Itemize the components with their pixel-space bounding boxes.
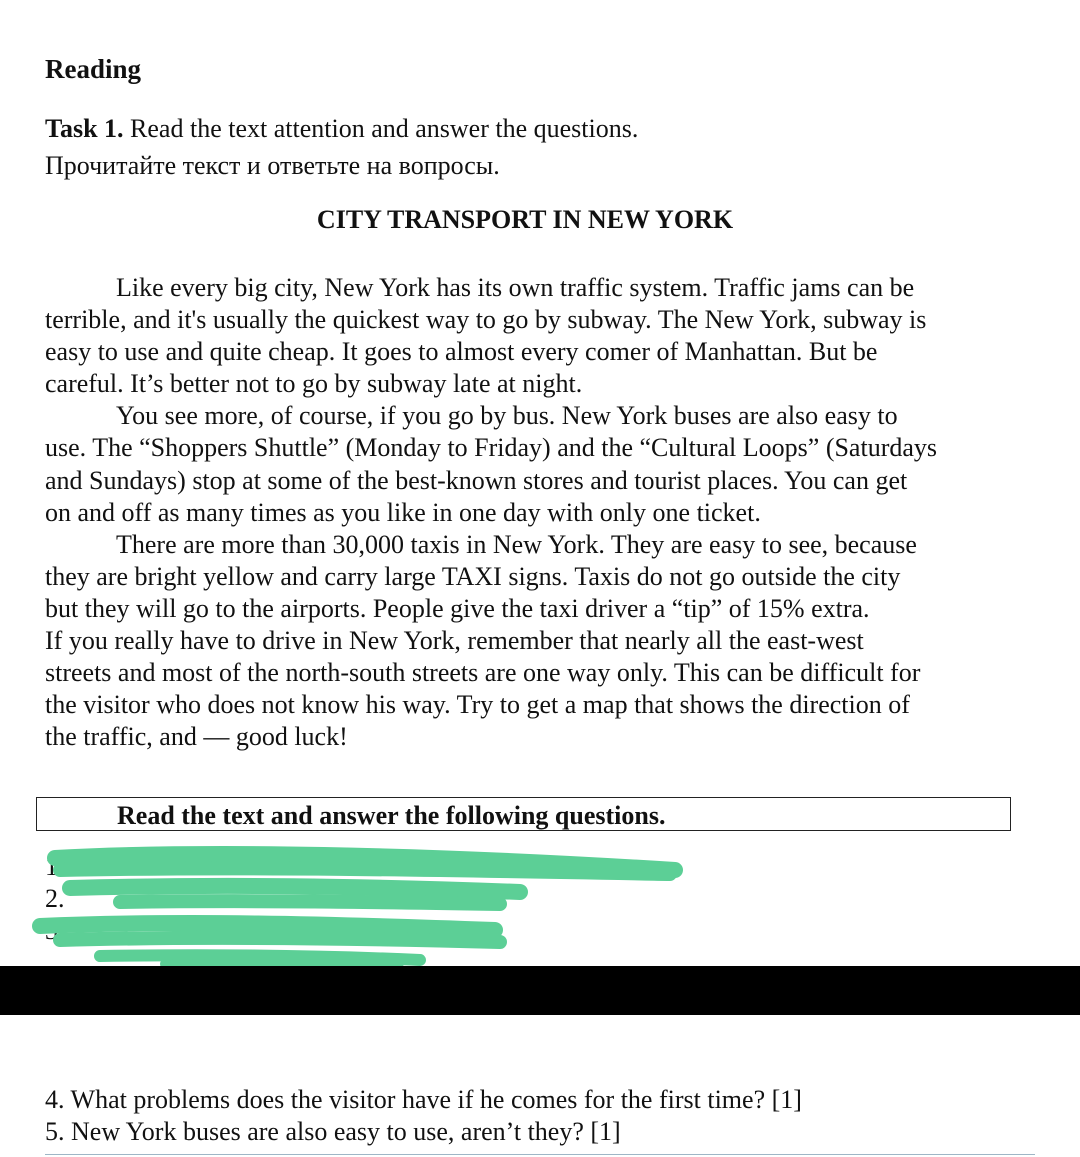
question-4: 4. What problems does the visitor have if he comes for the first time? [1] <box>45 1085 802 1114</box>
text-line: use. The “Shoppers Shuttle” (Monday to Friday) and the “Cultural Loops” (Saturdays <box>45 433 938 463</box>
questions-box <box>36 797 1011 831</box>
text-line: but they will go to the airports. People give the taxi driver a “tip” of 15% extra. <box>45 593 870 623</box>
text-line: Like every big city, New York has its own traffic system. Traffic jams can be <box>116 273 915 302</box>
task-instruction-russian: Прочитайте текст и ответьте на вопросы. <box>45 151 500 180</box>
text-line: on and off as many times as you like in one day with only one ticket. <box>45 497 761 527</box>
text-line: careful. It’s better not to go by subway late at night. <box>45 369 583 399</box>
text-line: You see more, of course, if you go by bus. New York buses are also easy to <box>116 401 898 431</box>
task-text: Read the text attention and answer the questions. <box>123 114 639 143</box>
section-heading: Reading <box>45 54 142 84</box>
question-number: 3. <box>45 916 65 945</box>
reading-text <box>45 272 1025 753</box>
task-instruction <box>45 114 638 144</box>
text-line: the traffic, and — good luck! <box>45 722 348 752</box>
questions-box-label: Read the text and answer the following questions. <box>117 801 666 830</box>
text-line: the visitor who does not know his way. Try to get a map that shows the direction of <box>45 690 910 720</box>
text-line: and Sundays) stop at some of the best-known stores and tourist places. You can get <box>45 465 908 495</box>
bottom-rule <box>45 1154 1035 1155</box>
text-title: CITY TRANSPORT IN NEW YORK <box>316 205 734 234</box>
question-number: 2. <box>45 884 65 913</box>
text-line: terrible, and it's usually the quickest way to go by subway. The New York, subway is <box>45 305 927 335</box>
task-label: Task 1. <box>45 114 124 143</box>
text-line: If you really have to drive in New York, remember that nearly all the east-west <box>45 626 864 656</box>
question-5: 5. New York buses are also easy to use, aren’t they? [1] <box>45 1117 621 1146</box>
redaction-bar <box>0 966 1080 1015</box>
text-line: easy to use and quite cheap. It goes to almost every comer of Manhattan. But be <box>45 337 878 367</box>
question-number: 1. <box>45 852 65 881</box>
text-line: There are more than 30,000 taxis in New York. They are easy to see, because <box>116 529 917 559</box>
text-line: they are bright yellow and carry large TAXI signs. Taxis do not go outside the city <box>45 561 901 591</box>
scribble-redaction <box>0 840 700 975</box>
text-line: streets and most of the north-south streets are one way only. This can be difficult for <box>45 658 921 688</box>
